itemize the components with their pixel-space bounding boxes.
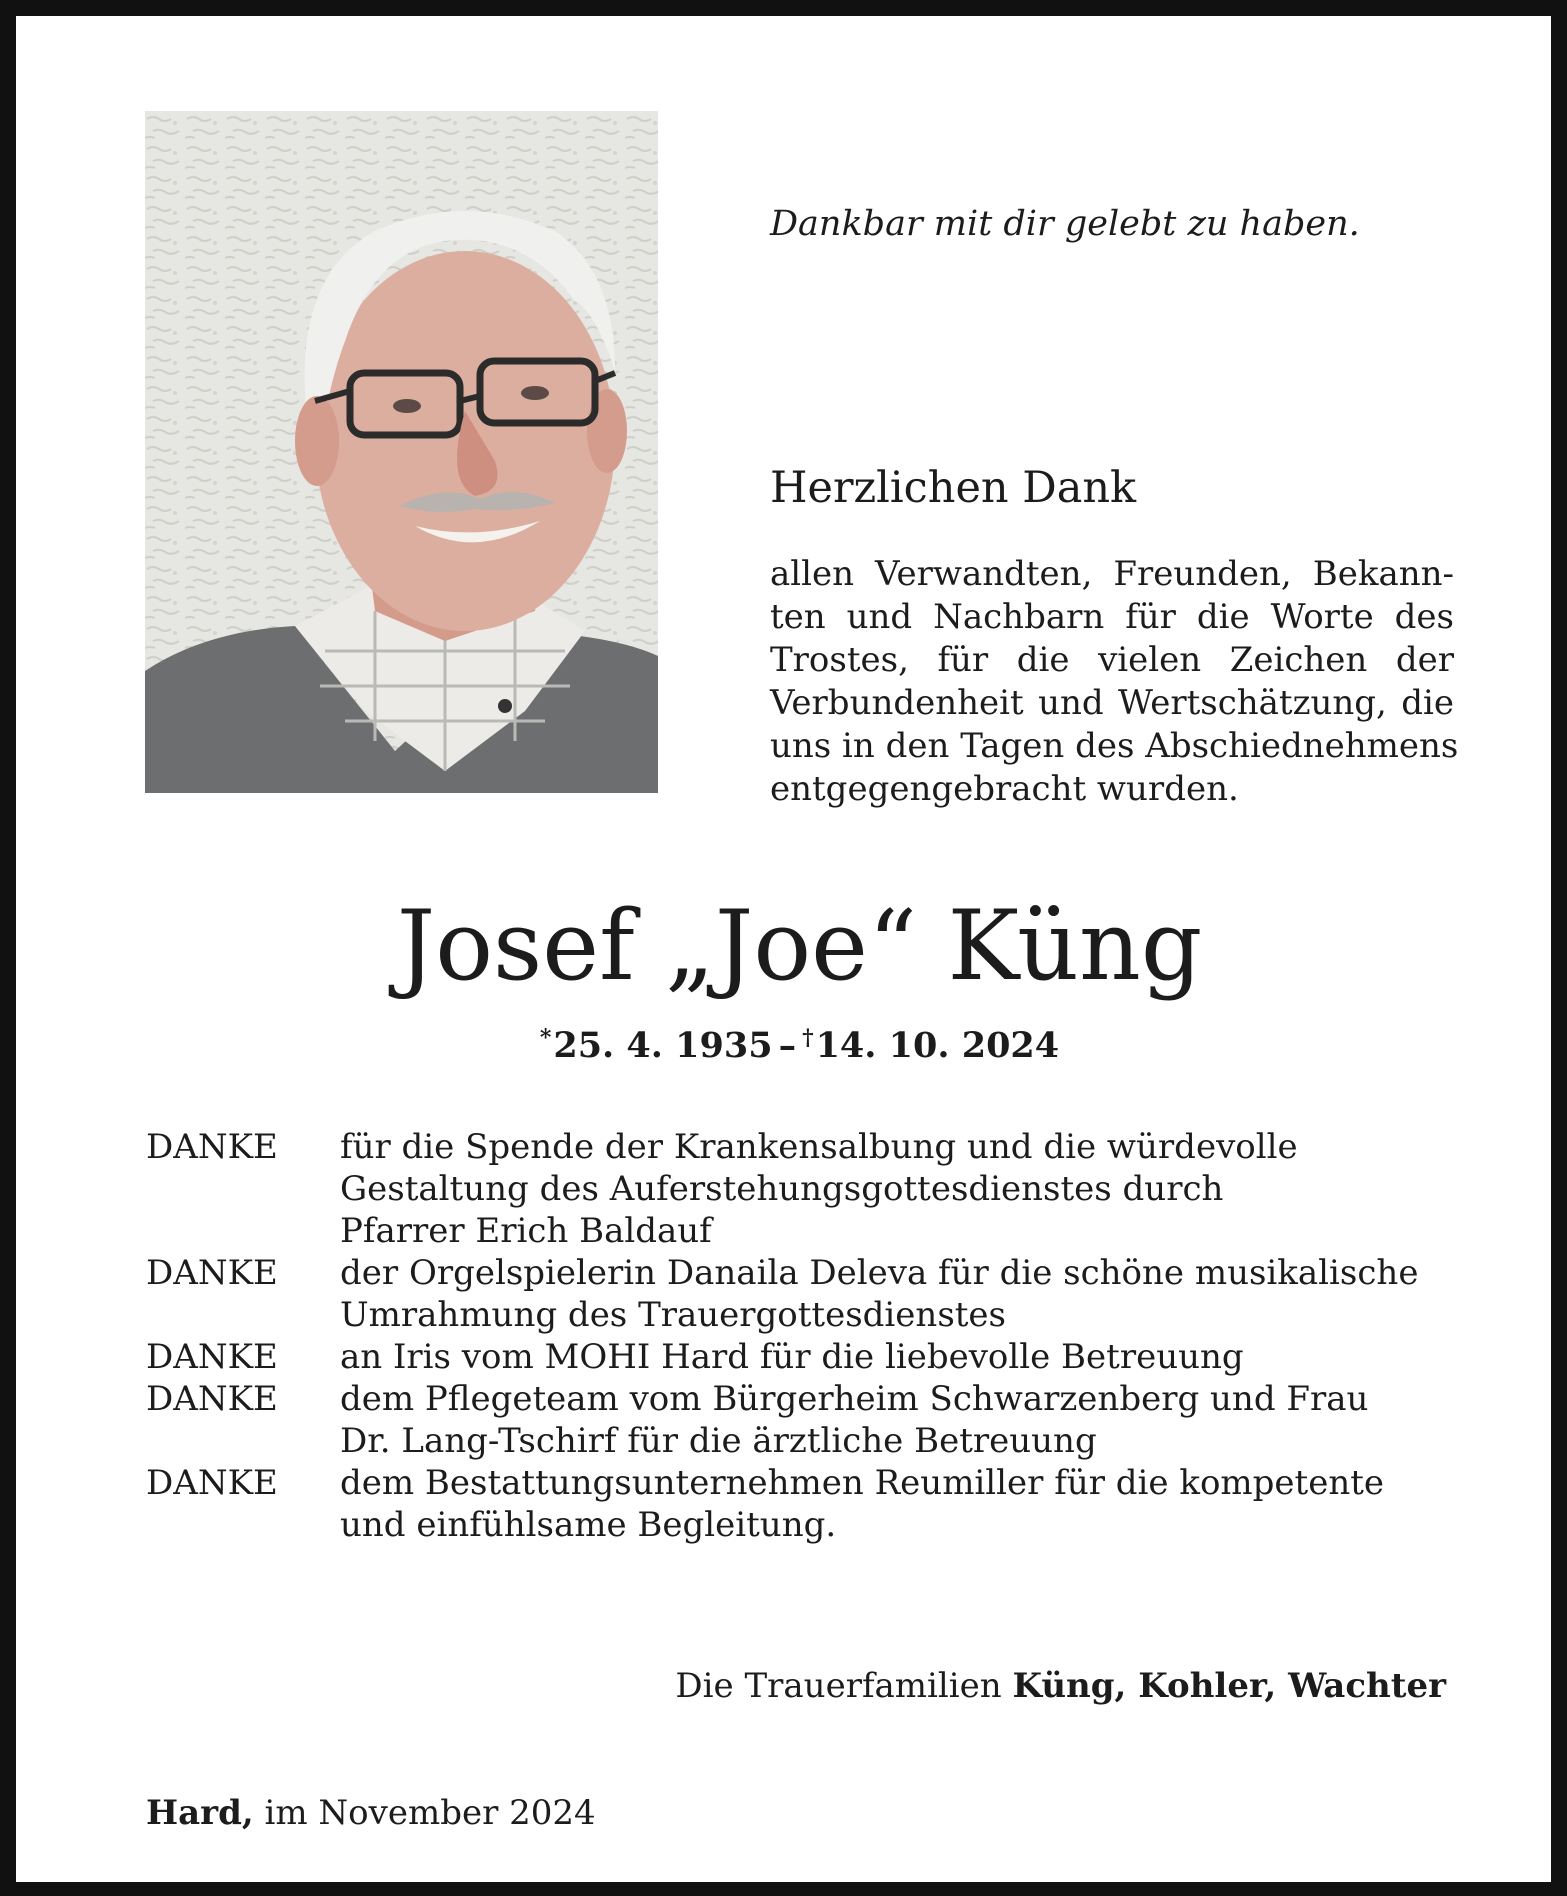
danke-text	[340, 1336, 1486, 1378]
thanks-line: Trostes, für die vielen Zeichen der	[770, 640, 1454, 680]
danke-text	[340, 1462, 1486, 1546]
danke-item	[146, 1126, 1486, 1252]
portrait-photo	[145, 111, 658, 793]
danke-text	[340, 1378, 1486, 1462]
thanks-line: entgegengebracht wurden.	[770, 769, 1239, 809]
danke-line: für die Spende der Krankensalbung und die würdevolle	[340, 1127, 1298, 1167]
danke-line: dem Pflegeteam vom Bürgerheim Schwarzenberg und Frau	[340, 1379, 1369, 1419]
deceased-name: Josef „Joe“ Küng	[396, 890, 1203, 1002]
date-separator: –	[778, 1025, 797, 1066]
portrait-image	[145, 111, 658, 793]
danke-line: Pfarrer Erich Baldauf	[340, 1211, 712, 1251]
birth-symbol: *	[539, 1025, 552, 1051]
thanks-message	[770, 553, 1459, 811]
danke-item	[146, 1378, 1486, 1462]
thanks-line: uns in den Tagen des Abschiednehmens	[770, 726, 1459, 766]
danke-item	[146, 1462, 1486, 1546]
danke-text	[340, 1252, 1486, 1336]
place-date-text: im November 2024	[264, 1793, 596, 1833]
life-dates	[16, 1016, 1567, 1068]
thanks-line: ten und Nachbarn für die Worte des	[770, 597, 1454, 637]
family-prefix: Die Trauerfamilien	[675, 1666, 1002, 1706]
death-date: 14. 10. 2024	[815, 1025, 1060, 1066]
danke-label: DANKE	[146, 1379, 278, 1419]
danke-line: dem Bestattungsunternehmen Reumiller für die kompetente	[340, 1463, 1385, 1503]
danke-item	[146, 1252, 1486, 1336]
danke-line: Umrahmung des Trauergottesdienstes	[340, 1295, 1007, 1335]
danke-line: Gestaltung des Auferstehungsgottesdienstes durch	[340, 1169, 1224, 1209]
motto-quote: Dankbar mit dir gelebt zu haben.	[770, 204, 1360, 244]
danke-line: an Iris vom MOHI Hard für die liebevolle Betreuung	[340, 1337, 1244, 1377]
death-symbol: †	[802, 1025, 814, 1051]
danke-label: DANKE	[146, 1127, 278, 1167]
danke-line: der Orgelspielerin Danaila Deleva für die schöne musikalische	[340, 1253, 1419, 1293]
thanks-heading: Herzlichen Dank	[770, 463, 1137, 513]
birth-date: 25. 4. 1935	[553, 1025, 773, 1066]
danke-text	[340, 1126, 1486, 1252]
danke-label: DANKE	[146, 1337, 278, 1377]
family-signature	[16, 1664, 1446, 1708]
danke-list	[146, 1126, 1486, 1546]
danke-item	[146, 1336, 1486, 1378]
thanks-line: Verbundenheit und Wertschätzung, die	[770, 683, 1454, 723]
place-town: Hard,	[146, 1793, 254, 1833]
danke-label: DANKE	[146, 1253, 278, 1293]
danke-line: Dr. Lang-Tschirf für die ärztliche Betreuung	[340, 1421, 1097, 1461]
thanks-line: allen Verwandten, Freunden, Bekann-	[770, 554, 1454, 594]
family-names: Küng, Kohler, Wachter	[1012, 1666, 1446, 1706]
danke-line: und einfühlsame Begleitung.	[340, 1505, 837, 1545]
place-date	[146, 1791, 1046, 1835]
danke-label: DANKE	[146, 1463, 278, 1503]
